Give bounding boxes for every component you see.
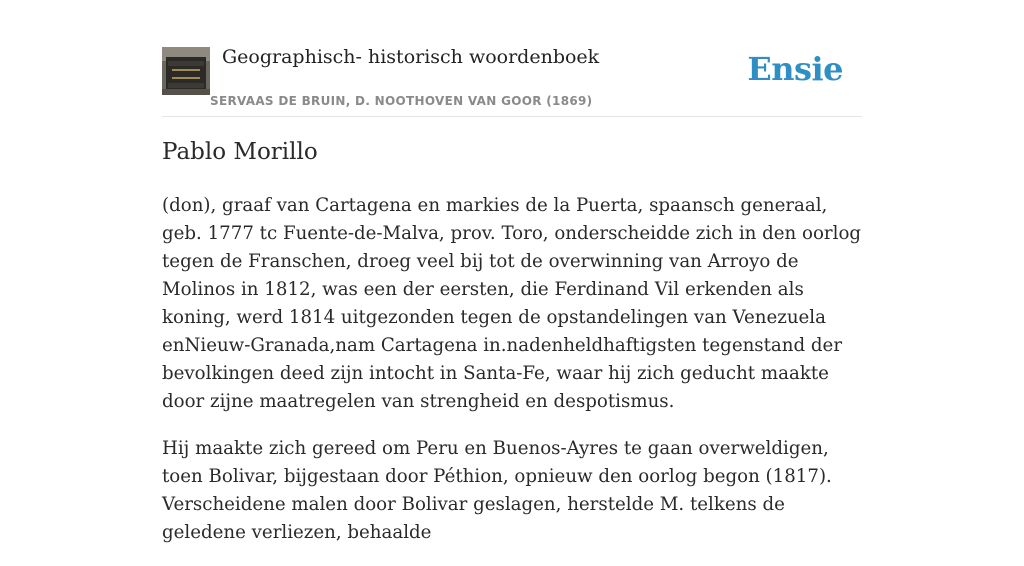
header <box>162 40 862 117</box>
paragraph: (don), graaf van Cartagena en markies de la Puerta, spaansch generaal, geb. 1777 tc Fuente-de-Malva, prov. Toro, onderscheidde zich in den oorlog tegen de Franschen, droeg veel bij tot de overwinning van Arroyo de Molinos in 1812, was een der eersten, die Ferdinand Vil erkenden als koning, werd 1814 uitgezonden tegen de opstandelingen van Venezuela enNieuw-Granada,nam Cartagena in.nadenheldhaftigsten tegenstand der bevolkingen deed zijn intocht in Santa-Fe, waar hij zich geducht maakte door zijne maatregelen van strengheid en despotismus. <box>162 195 862 412</box>
entry-body <box>162 192 862 566</box>
book-title[interactable]: Geographisch- historisch woordenboek <box>222 46 600 68</box>
book-cover-icon[interactable] <box>162 47 210 95</box>
paragraph: Hij maakte zich gereed om Peru en Buenos-Ayres te gaan overweldigen, toen Bolivar, bijgestaan door Péthion, opnieuw den oorlog begon (1817). Verscheidene malen door Bolivar geslagen, herstelde M. telkens de geledene verliezen, behaalde <box>162 438 832 543</box>
brand-logo-link[interactable]: Ensie <box>747 50 843 88</box>
entry-title: Pablo Morillo <box>162 139 318 165</box>
book-authors: SERVAAS DE BRUIN, D. NOOTHOVEN VAN GOOR (1869) <box>210 94 593 108</box>
